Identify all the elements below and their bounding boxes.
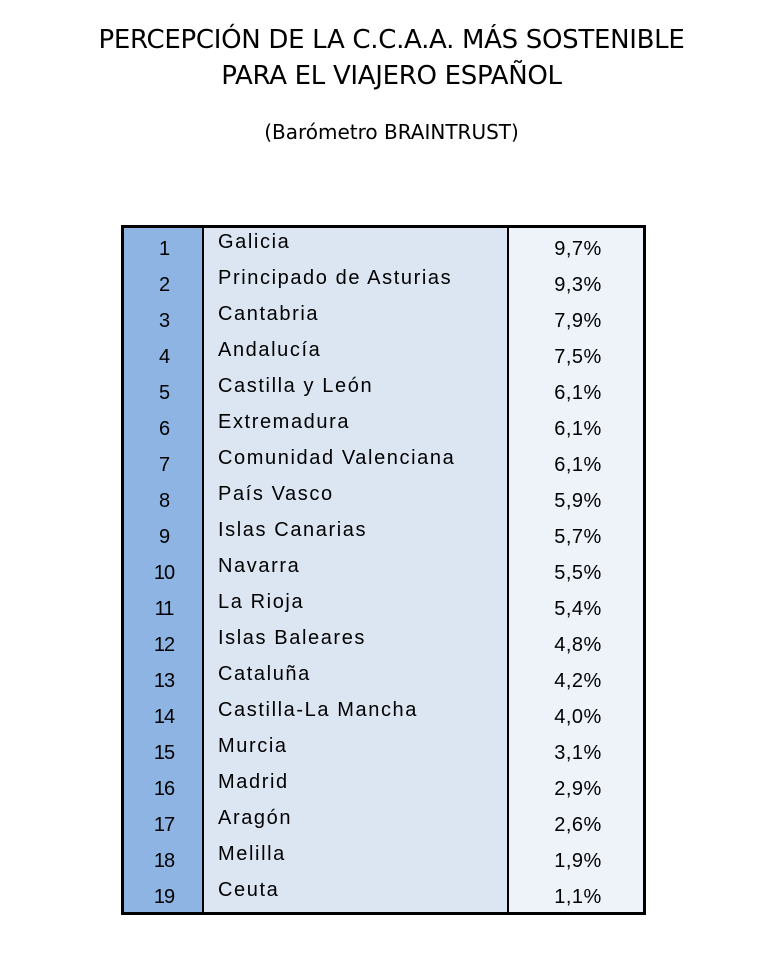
percentage-cell-text: 1,9% — [554, 850, 602, 872]
rank-cell-text: 10 — [153, 562, 175, 584]
percentage-cell-text: 1,1% — [554, 886, 602, 908]
rank-cell-text: 11 — [154, 598, 174, 620]
rank-cell-text: 12 — [153, 634, 175, 656]
percentage-cell-text: 4,0% — [554, 706, 602, 728]
table-row-15-rank-cell — [124, 732, 202, 768]
table-row-15-region-name-cell — [204, 732, 507, 768]
rank-cell-text: 19 — [153, 886, 175, 908]
table-row-7-region-name-cell — [204, 444, 507, 480]
table-row-3-percentage-cell — [509, 300, 643, 336]
ranking-table — [121, 225, 646, 915]
region-name-cell-text: Principado de Asturias — [218, 267, 453, 289]
table-row-8-rank-cell — [124, 480, 202, 516]
chart-subtitle: (Barómetro BRAINTRUST) — [264, 120, 519, 144]
table-row-12-percentage-cell — [509, 624, 643, 660]
rank-cell-text: 17 — [153, 814, 175, 836]
rank-cell-text: 16 — [153, 778, 175, 800]
table-row-14-rank-cell — [124, 696, 202, 732]
table-row-10-region-name-cell — [204, 552, 507, 588]
table-row-18-percentage-cell — [509, 840, 643, 876]
rank-cell-text: 14 — [153, 706, 175, 728]
table-row-9-rank-cell — [124, 516, 202, 552]
table-row-16-region-name-cell — [204, 768, 507, 804]
percentage-cell-text: 5,5% — [554, 562, 602, 584]
percentage-cell-text: 5,7% — [554, 526, 602, 548]
region-name-cell-text: Madrid — [218, 771, 289, 793]
region-name-cell-text: Islas Baleares — [218, 627, 367, 649]
percentage-column — [509, 228, 643, 912]
table-row-14-region-name-cell — [204, 696, 507, 732]
percentage-cell-text: 4,2% — [554, 670, 602, 692]
table-row-13-region-name-cell — [204, 660, 507, 696]
rank-cell-text: 1 — [158, 238, 170, 260]
table-row-17-rank-cell — [124, 804, 202, 840]
table-row-6-percentage-cell — [509, 408, 643, 444]
region-name-cell-text: Castilla y León — [218, 375, 374, 397]
table-row-5-rank-cell — [124, 372, 202, 408]
table-row-2-region-name-cell — [204, 264, 507, 300]
region-column — [204, 228, 509, 912]
percentage-cell-text: 7,9% — [554, 310, 602, 332]
chart-title-line-1: PERCEPCIÓN DE LA C.C.A.A. MÁS SOSTENIBLE — [98, 25, 685, 55]
table-row-13-rank-cell — [124, 660, 202, 696]
table-row-10-percentage-cell — [509, 552, 643, 588]
rank-cell-text: 15 — [153, 742, 175, 764]
region-name-cell-text: Islas Canarias — [218, 519, 368, 541]
table-row-12-region-name-cell — [204, 624, 507, 660]
table-row-11-rank-cell — [124, 588, 202, 624]
table-row-9-percentage-cell — [509, 516, 643, 552]
table-row-19-rank-cell — [124, 876, 202, 912]
table-row-9-region-name-cell — [204, 516, 507, 552]
percentage-cell-text: 7,5% — [554, 346, 602, 368]
table-row-2-rank-cell — [124, 264, 202, 300]
table-row-17-region-name-cell — [204, 804, 507, 840]
region-name-cell-text: Extremadura — [218, 411, 351, 433]
percentage-cell-text: 6,1% — [554, 454, 602, 476]
region-name-cell-text: Galicia — [218, 231, 291, 253]
region-name-cell-text: Cantabria — [218, 303, 320, 325]
table-row-16-percentage-cell — [509, 768, 643, 804]
percentage-cell-text: 2,6% — [554, 814, 602, 836]
region-name-cell-text: Melilla — [218, 843, 286, 865]
table-row-8-region-name-cell — [204, 480, 507, 516]
region-name-cell-text: Castilla-La Mancha — [218, 699, 418, 721]
region-name-cell-text: Murcia — [218, 735, 288, 757]
table-row-3-rank-cell — [124, 300, 202, 336]
table-row-18-rank-cell — [124, 840, 202, 876]
rank-column — [124, 228, 204, 912]
rank-cell-text: 3 — [158, 310, 170, 332]
region-name-cell-text: País Vasco — [218, 483, 334, 505]
table-row-6-region-name-cell — [204, 408, 507, 444]
table-row-2-percentage-cell — [509, 264, 643, 300]
table-row-19-region-name-cell — [204, 876, 507, 912]
table-row-7-rank-cell — [124, 444, 202, 480]
region-name-cell-text: Navarra — [218, 555, 301, 577]
region-name-cell-text: Cataluña — [218, 663, 311, 685]
percentage-cell-text: 3,1% — [554, 742, 602, 764]
table-row-13-percentage-cell — [509, 660, 643, 696]
table-row-4-region-name-cell — [204, 336, 507, 372]
table-row-5-percentage-cell — [509, 372, 643, 408]
table-row-11-percentage-cell — [509, 588, 643, 624]
rank-cell-text: 2 — [158, 274, 170, 296]
percentage-cell-text: 2,9% — [554, 778, 602, 800]
table-row-1-region-name-cell — [204, 228, 507, 264]
table-row-3-region-name-cell — [204, 300, 507, 336]
rank-cell-text: 7 — [158, 454, 170, 476]
percentage-cell-text: 5,4% — [554, 598, 602, 620]
region-name-cell-text: Aragón — [218, 807, 293, 829]
rank-cell-text: 18 — [153, 850, 175, 872]
chart-title-line-2: PARA EL VIAJERO ESPAÑOL — [221, 61, 562, 91]
table-row-15-percentage-cell — [509, 732, 643, 768]
table-row-18-region-name-cell — [204, 840, 507, 876]
region-name-cell-text: Comunidad Valenciana — [218, 447, 456, 469]
percentage-cell-text: 6,1% — [554, 382, 602, 404]
table-row-10-rank-cell — [124, 552, 202, 588]
table-row-17-percentage-cell — [509, 804, 643, 840]
rank-cell-text: 8 — [158, 490, 170, 512]
rank-cell-text: 6 — [158, 418, 170, 440]
percentage-cell-text: 6,1% — [554, 418, 602, 440]
table-row-19-percentage-cell — [509, 876, 643, 912]
percentage-cell-text: 9,3% — [554, 274, 602, 296]
region-name-cell-text: Ceuta — [218, 879, 280, 901]
table-row-4-rank-cell — [124, 336, 202, 372]
region-name-cell-text: Andalucía — [218, 339, 322, 361]
percentage-cell-text: 5,9% — [554, 490, 602, 512]
rank-cell-text: 4 — [158, 346, 170, 368]
rank-cell-text: 13 — [153, 670, 175, 692]
table-row-1-percentage-cell — [509, 228, 643, 264]
table-row-6-rank-cell — [124, 408, 202, 444]
table-row-4-percentage-cell — [509, 336, 643, 372]
table-row-5-region-name-cell — [204, 372, 507, 408]
percentage-cell-text: 4,8% — [554, 634, 602, 656]
table-row-8-percentage-cell — [509, 480, 643, 516]
table-row-11-region-name-cell — [204, 588, 507, 624]
table-row-1-rank-cell — [124, 228, 202, 264]
table-row-7-percentage-cell — [509, 444, 643, 480]
table-row-14-percentage-cell — [509, 696, 643, 732]
rank-cell-text: 5 — [158, 382, 170, 404]
region-name-cell-text: La Rioja — [218, 591, 305, 613]
table-row-16-rank-cell — [124, 768, 202, 804]
rank-cell-text: 9 — [158, 526, 170, 548]
percentage-cell-text: 9,7% — [554, 238, 602, 260]
table-row-12-rank-cell — [124, 624, 202, 660]
